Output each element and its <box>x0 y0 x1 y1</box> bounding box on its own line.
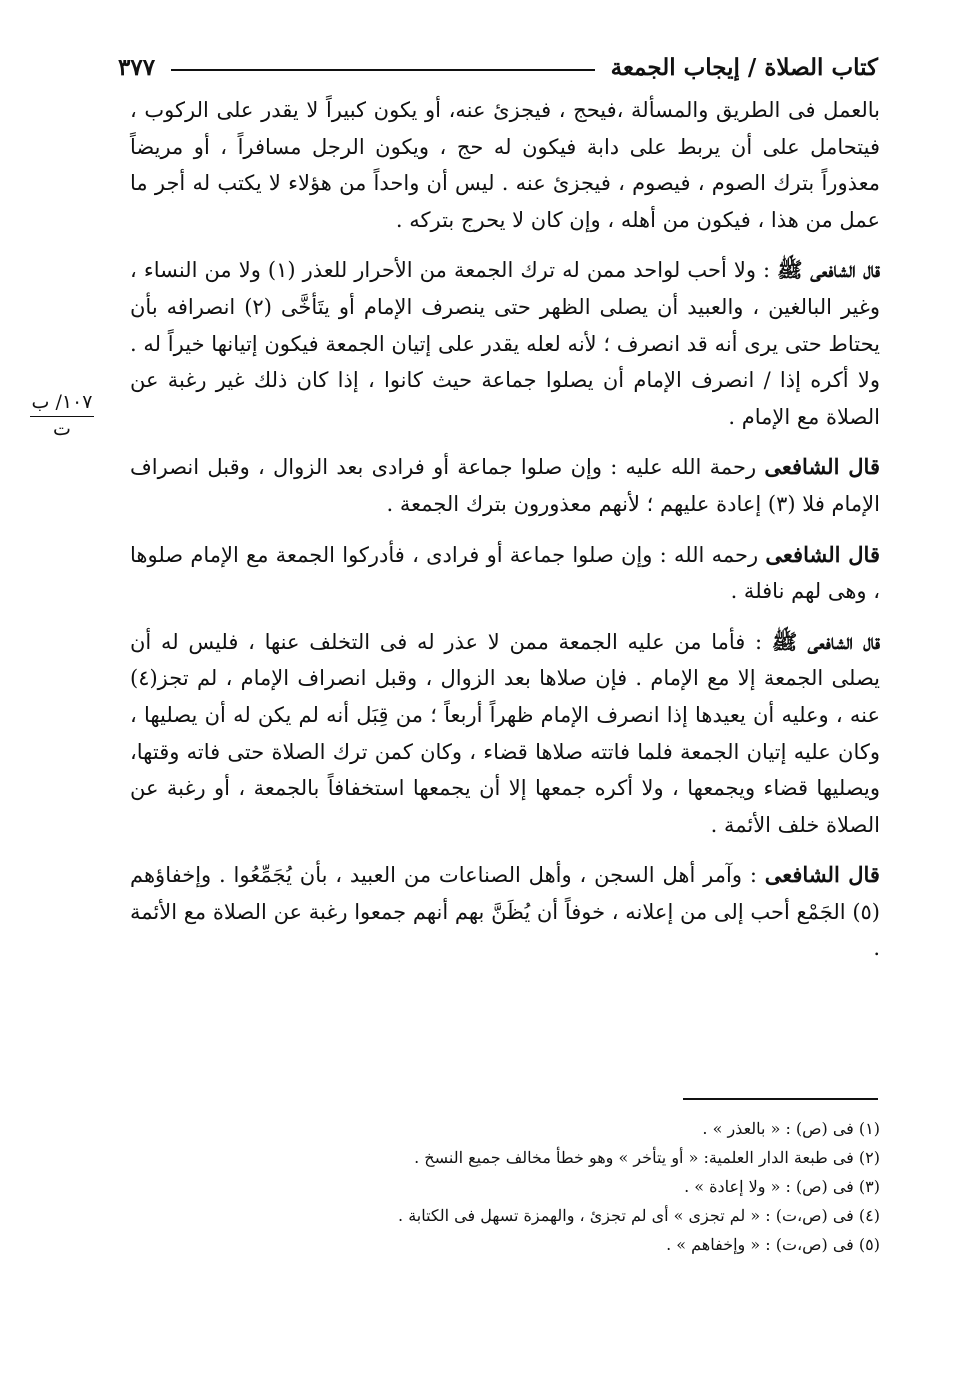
manuscript-folio-note <box>30 390 94 441</box>
paragraph <box>130 537 880 610</box>
footnote: (٤) فى (ص،ت) : « لم تجزى » أى لم تجزئ ، والهمزة تسهل فى الكتابة . <box>398 1206 880 1225</box>
footnotes <box>300 1114 880 1259</box>
footnote: (١) فى (ص) : « بالعذر » . <box>702 1119 880 1138</box>
footnote: (٣) فى (ص) : « ولا إعادة » . <box>684 1177 880 1196</box>
speaker-label: قال الشافعى <box>764 454 880 480</box>
speaker-label: قال الشافعى <box>764 862 880 888</box>
running-title: كتاب الصلاة / إيجاب الجمعة <box>610 53 878 81</box>
header-rule <box>171 69 595 71</box>
folio-number: ١٠٧/ ب <box>30 390 94 417</box>
paragraph <box>130 252 880 435</box>
page-number: ٣٧٧ <box>118 53 156 81</box>
paragraph <box>130 857 880 967</box>
paragraph-text: : وآمر أهل السجن ، وأهل الصناعات من العبيد ، بأن يُجَمِّعُوا . وإخفاؤهم (٥) الجَمْع أحب إلى من إعلانه ، خوفاً أن يُظَنَّ بهم أنهم جمعوا رغبة عن الصلاة مع الأئمة . <box>130 863 880 961</box>
manuscript-siglum: ت <box>53 418 71 440</box>
paragraph-text: : ولا أحب لواحد ممن له ترك الجمعة من الأحرار للعذر (١) ولا من النساء ، وغير البالغين ، والعبيد أن يصلى الظهر حتى ينصرف الإمام أو يتَأخَّى (٢) انصرافه بأن يحتاط حتى يرى أنه قد انصرف ؛ لأنه لعله يقدر على إتيان الجمعة فيكون إتيانها خيراً له . ولا أكره إذا / انصرف الإمام أن يصلوا جماعة حيث كانوا ، إذا كان ذلك غير رغبة عن الصلاة مع الإمام . <box>130 258 880 429</box>
page-header <box>118 44 878 90</box>
main-text <box>130 92 880 981</box>
paragraph <box>130 624 880 844</box>
footnote: (٢) فى طبعة الدار العلمية: « أو يتأخر » وهو خطأ مخالف جميع النسخ . <box>414 1148 880 1167</box>
paragraph <box>130 449 880 522</box>
footnote-divider <box>683 1098 878 1100</box>
paragraph-text: رحمة الله عليه : وإن صلوا جماعة أو فرادى بعد الزوال ، وقبل انصراف الإمام فلا (٣) إعادة عليهم ؛ لأنهم معذورون بترك الجمعة . <box>130 455 880 516</box>
speaker-label: قال الشافعى ﷺ <box>771 628 880 654</box>
speaker-label: قال الشافعى <box>765 541 880 567</box>
footnote: (٥) فى (ص،ت) : « وإخفاهم » . <box>666 1235 880 1254</box>
paragraph-text: : فأما من عليه الجمعة ممن لا عذر له فى التخلف عنها ، فليس له أن يصلى الجمعة إلا مع الإمام . فإن صلاها بعد الزوال ، وقبل انصراف الإمام ، لم تجز(٤) عنه ، وعليه أن يعيدها إذا انصرف الإمام ظهراً أربعاً ؛ من قِبَل أنه لم يكن له أن يصليها ، وكان عليه إتيان الجمعة فلما فاتته صلاها قضاء ، وكان كمن ترك الصلاة حتى فاته وقتها، ويصليها قضاء ويجمعها ، ولا أكره جمعها إلا أن يجمعها استخفافاً بالجمعة ، أو رغبة عن الصلاة خلف الأئمة . <box>130 629 880 837</box>
paragraph-text: بالعمل فى الطريق والمسألة ،فيحج ، فيجزئ عنه، أو يكون كبيراً لا يقدر على الركوب ، فيتحامل على أن يربط على دابة فيكون له حج ، ويكون الرجل مسافراً ، أو مريضاً معذوراً بترك الصوم ، فيصوم ، فيجزئ عنه . ليس أن واحداً من هؤلاء لا يكتب له أجر ما عمل من هذا ، فيكون من أهله ، وإن كان لا يحرج بتركه . <box>130 98 880 232</box>
paragraph-text: رحمه الله : وإن صلوا جماعة أو فرادى ، فأدركوا الجمعة مع الإمام صلوها ، وهى لهم نافلة . <box>130 542 880 604</box>
speaker-label: قال الشافعى ﷺ <box>777 257 880 283</box>
paragraph <box>130 92 880 238</box>
